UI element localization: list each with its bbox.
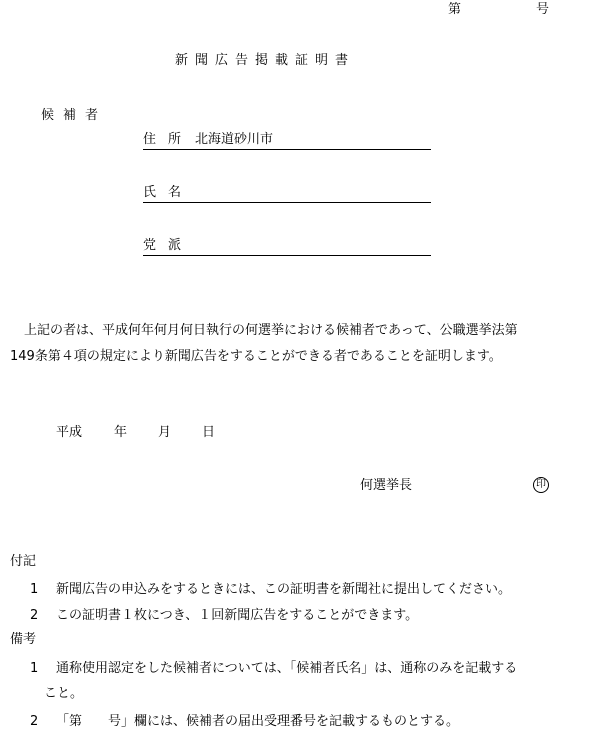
remark-text: 通称使用認定をした候補者については、「候補者氏名」は、通称のみを記載する (56, 661, 518, 676)
party-label: 党派 (143, 238, 194, 253)
number-suffix: 号 (536, 2, 550, 17)
note-number: 1 (30, 582, 39, 597)
note-item (30, 608, 418, 625)
remark-number: 2 (30, 714, 39, 729)
body-line-2: 149条第４項の規定により新聞広告をすることができる者であることを証明します。 (10, 349, 502, 364)
name-field (143, 185, 431, 203)
number-prefix: 第 (448, 2, 462, 17)
address-value: 北海道砂川市 (195, 132, 274, 147)
seal-mark (533, 476, 549, 493)
name-label: 氏名 (143, 185, 194, 200)
note-number: 2 (30, 608, 39, 623)
document-title: 新聞広告掲載証明書 (175, 53, 356, 68)
address-field (143, 132, 431, 150)
remark-continuation: こと。 (44, 686, 84, 701)
notes-heading: 付記 (10, 554, 37, 569)
date-day: 日 (202, 425, 216, 440)
remark-number: 1 (30, 661, 39, 676)
address-label: 住所 (143, 132, 194, 147)
issue-date (56, 425, 215, 442)
candidate-section-label: 候補者 (41, 108, 108, 123)
date-era: 平成 (56, 425, 83, 440)
note-item (30, 582, 511, 599)
date-year: 年 (114, 425, 128, 440)
note-text: この証明書１枚につき、１回新聞広告をすることができます。 (56, 608, 419, 623)
remarks-heading: 備考 (10, 632, 37, 647)
remark-item (30, 661, 517, 678)
signer-title: 何選挙長 (360, 478, 413, 493)
seal-icon: 印 (533, 477, 549, 493)
remark-item (30, 714, 459, 731)
remark-text: 「第 号」欄には、候補者の届出受理番号を記載するものとする。 (56, 714, 460, 729)
body-line-1: 上記の者は、平成何年何月何日執行の何選挙における候補者であって、公職選挙法第 (24, 323, 518, 338)
certification-body (10, 318, 590, 370)
party-field (143, 238, 431, 256)
date-month: 月 (158, 425, 172, 440)
note-text: 新聞広告の申込みをするときには、この証明書を新聞社に提出してください。 (56, 582, 512, 597)
